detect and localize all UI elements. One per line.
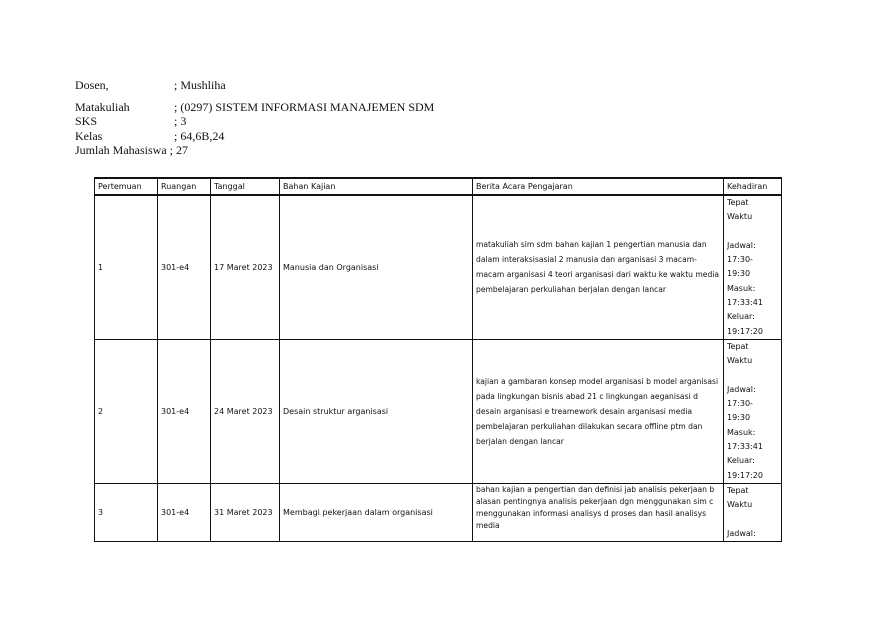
matakuliah-value: ; (0297) SISTEM INFORMASI MANAJEMEN SDM <box>174 99 435 114</box>
matakuliah-label: Matakuliah <box>75 99 130 114</box>
cell-kehadiran <box>724 339 782 483</box>
cell-pertemuan: 3 <box>95 483 158 541</box>
cell-bahan-kajian: Membagi pekerjaan dalam organisasi <box>280 483 473 541</box>
course-info <box>75 78 434 158</box>
dosen-value: ; Mushliha <box>174 78 226 92</box>
sks-label: SKS <box>75 114 98 128</box>
kehadiran-line: Jadwal: <box>727 384 756 394</box>
kehadiran-line <box>727 369 778 383</box>
cell-tanggal: 31 Maret 2023 <box>211 483 280 541</box>
kehadiran-line: Masuk: <box>727 283 756 293</box>
col-header-kehadiran: Kehadiran <box>724 178 782 195</box>
jumlah-value: ; 27 <box>169 143 188 157</box>
table-row <box>95 339 782 483</box>
jumlah-label: Jumlah Mahasiswa <box>75 143 167 157</box>
kehadiran-line: Waktu <box>727 212 753 222</box>
kehadiran-line: Tepat <box>727 198 749 207</box>
kehadiran-line: 17:30- <box>727 399 753 409</box>
sks-value: ; 3 <box>174 114 187 128</box>
journal-table <box>94 177 782 542</box>
cell-tanggal: 24 Maret 2023 <box>211 339 280 483</box>
kehadiran-line: Jadwal: <box>727 240 756 250</box>
kehadiran-line: 19:30 <box>727 413 751 423</box>
kehadiran-line: Masuk: <box>727 427 756 437</box>
kehadiran-line: Tepat <box>727 341 749 351</box>
kehadiran-line: 17:30- <box>727 255 753 265</box>
kehadiran-line: Jadwal: <box>727 528 756 538</box>
info-jumlah <box>75 143 434 158</box>
cell-kehadiran <box>724 195 782 339</box>
dosen-label: Dosen, <box>75 78 109 92</box>
cell-bahan-kajian: Desain struktur arganisasi <box>280 339 473 483</box>
table-header-row <box>95 178 782 195</box>
col-header-pertemuan: Pertemuan <box>95 178 158 195</box>
kehadiran-lines <box>727 196 778 339</box>
kehadiran-line: Keluar: <box>727 456 755 466</box>
kehadiran-line: 19:17:20 <box>727 470 763 480</box>
col-header-bahan-kajian: Bahan Kajian <box>280 178 473 195</box>
cell-pertemuan: 1 <box>95 195 158 339</box>
kehadiran-line: 17:33:41 <box>727 442 763 452</box>
kehadiran-line: Waktu <box>727 356 753 366</box>
col-header-tanggal: Tanggal <box>211 178 280 195</box>
info-sks <box>75 114 434 129</box>
col-header-ruangan: Ruangan <box>158 178 211 195</box>
cell-pertemuan: 2 <box>95 339 158 483</box>
kehadiran-line: Waktu <box>727 500 753 510</box>
table-row <box>95 483 782 541</box>
kehadiran-line <box>727 513 778 527</box>
kehadiran-lines <box>727 484 778 541</box>
cell-kehadiran <box>724 483 782 541</box>
kelas-value: ; 64,6B,24 <box>174 128 225 143</box>
kehadiran-line: 19:17:20 <box>727 326 763 336</box>
cell-ruangan: 301-e4 <box>158 339 211 483</box>
table-row <box>95 195 782 339</box>
kehadiran-lines <box>727 340 778 483</box>
kehadiran-line: Keluar: <box>727 312 755 322</box>
cell-berita-acara: kajian a gambaran konsep model arganisasi b model arganisasi pada lingkungan bisnis abad 21 c lingkungan aeganisasi d desain arganisasi e treamework desain arganisasi media pembelajaran perkuliahan dilakukan secara offline ptm dan berjalan dengan lancar <box>473 339 724 483</box>
cell-berita-acara: bahan kajian a pengertian dan definisi jab analisis pekerjaan b alasan pentingnya analisis pekerjaan dgn menggunakan sim c menggunakan informasi analisys d proses dan hasil analisys media <box>473 483 724 541</box>
cell-tanggal: 17 Maret 2023 <box>211 195 280 339</box>
info-kelas <box>75 129 434 144</box>
kehadiran-line: 19:30 <box>727 269 751 279</box>
info-matakuliah <box>75 100 434 115</box>
cell-berita-acara: matakuliah sim sdm bahan kajian 1 pengertian manusia dan dalam interaksisasial 2 manusia dan arganisasi 3 macam-macam arganisasi 4 teori arganisasi dari waktu ke waktu media pembelajaran perkuliahan berjalan dengan lancar <box>473 195 724 339</box>
info-dosen <box>75 78 434 93</box>
kelas-label: Kelas <box>75 128 103 143</box>
cell-ruangan: 301-e4 <box>158 195 211 339</box>
kehadiran-line: 17:33:41 <box>727 298 763 308</box>
kehadiran-line <box>727 225 778 239</box>
cell-bahan-kajian: Manusia dan Organisasi <box>280 195 473 339</box>
col-header-berita-acara: Berita Acara Pengajaran <box>473 178 724 195</box>
kehadiran-line: Tepat <box>727 485 749 495</box>
cell-ruangan: 301-e4 <box>158 483 211 541</box>
